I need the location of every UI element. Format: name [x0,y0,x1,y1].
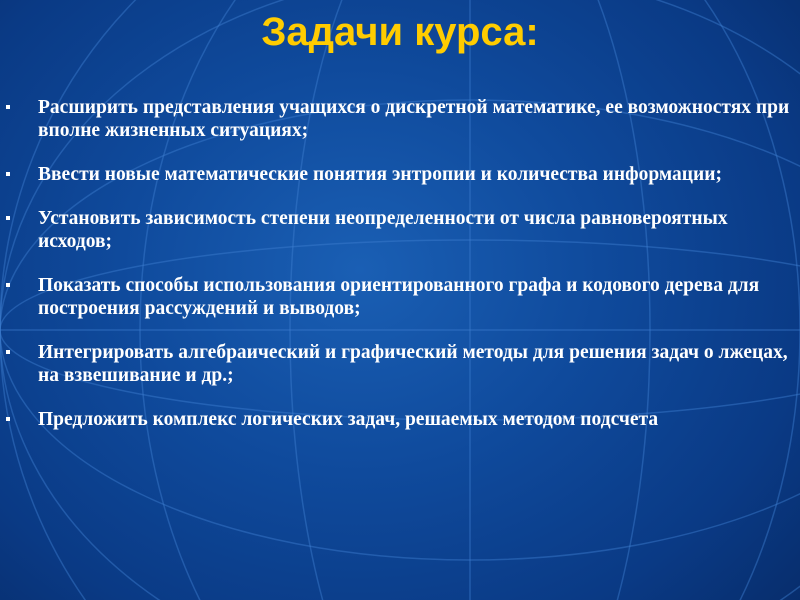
bullet-text: Расширить представления учащихся о дискретной математике, ее возможностях при вполне жизненных ситуациях; [38,97,790,141]
bullet-text: Интегрировать алгебраический и графический методы для решения задач о лжецах, на взвешивание и др.; [38,342,788,386]
bullet-item-4 [4,274,794,320]
square-bullet-icon [6,350,10,354]
bullet-item-3 [4,207,794,253]
bullet-text: Установить зависимость степени неопределенности от числа равновероятных исходов; [38,208,728,252]
bullet-item-2 [4,163,794,186]
bullet-text: Ввести новые математические понятия энтропии и количества информации; [38,164,723,185]
square-bullet-icon [6,105,10,109]
bullet-item-1 [4,96,794,142]
bullet-text: Показать способы использования ориентированного графа и кодового дерева для построения рассуждений и выводов; [38,275,760,319]
bullet-text: Предложить комплекс логических задач, решаемых методом подсчета [38,409,659,430]
square-bullet-icon [6,216,10,220]
square-bullet-icon [6,172,10,176]
square-bullet-icon [6,283,10,287]
bullet-item-6 [4,408,794,431]
slide-title: Задачи курса: [261,10,539,54]
bullet-item-5 [4,341,794,387]
square-bullet-icon [6,417,10,421]
bullet-list [4,96,794,452]
